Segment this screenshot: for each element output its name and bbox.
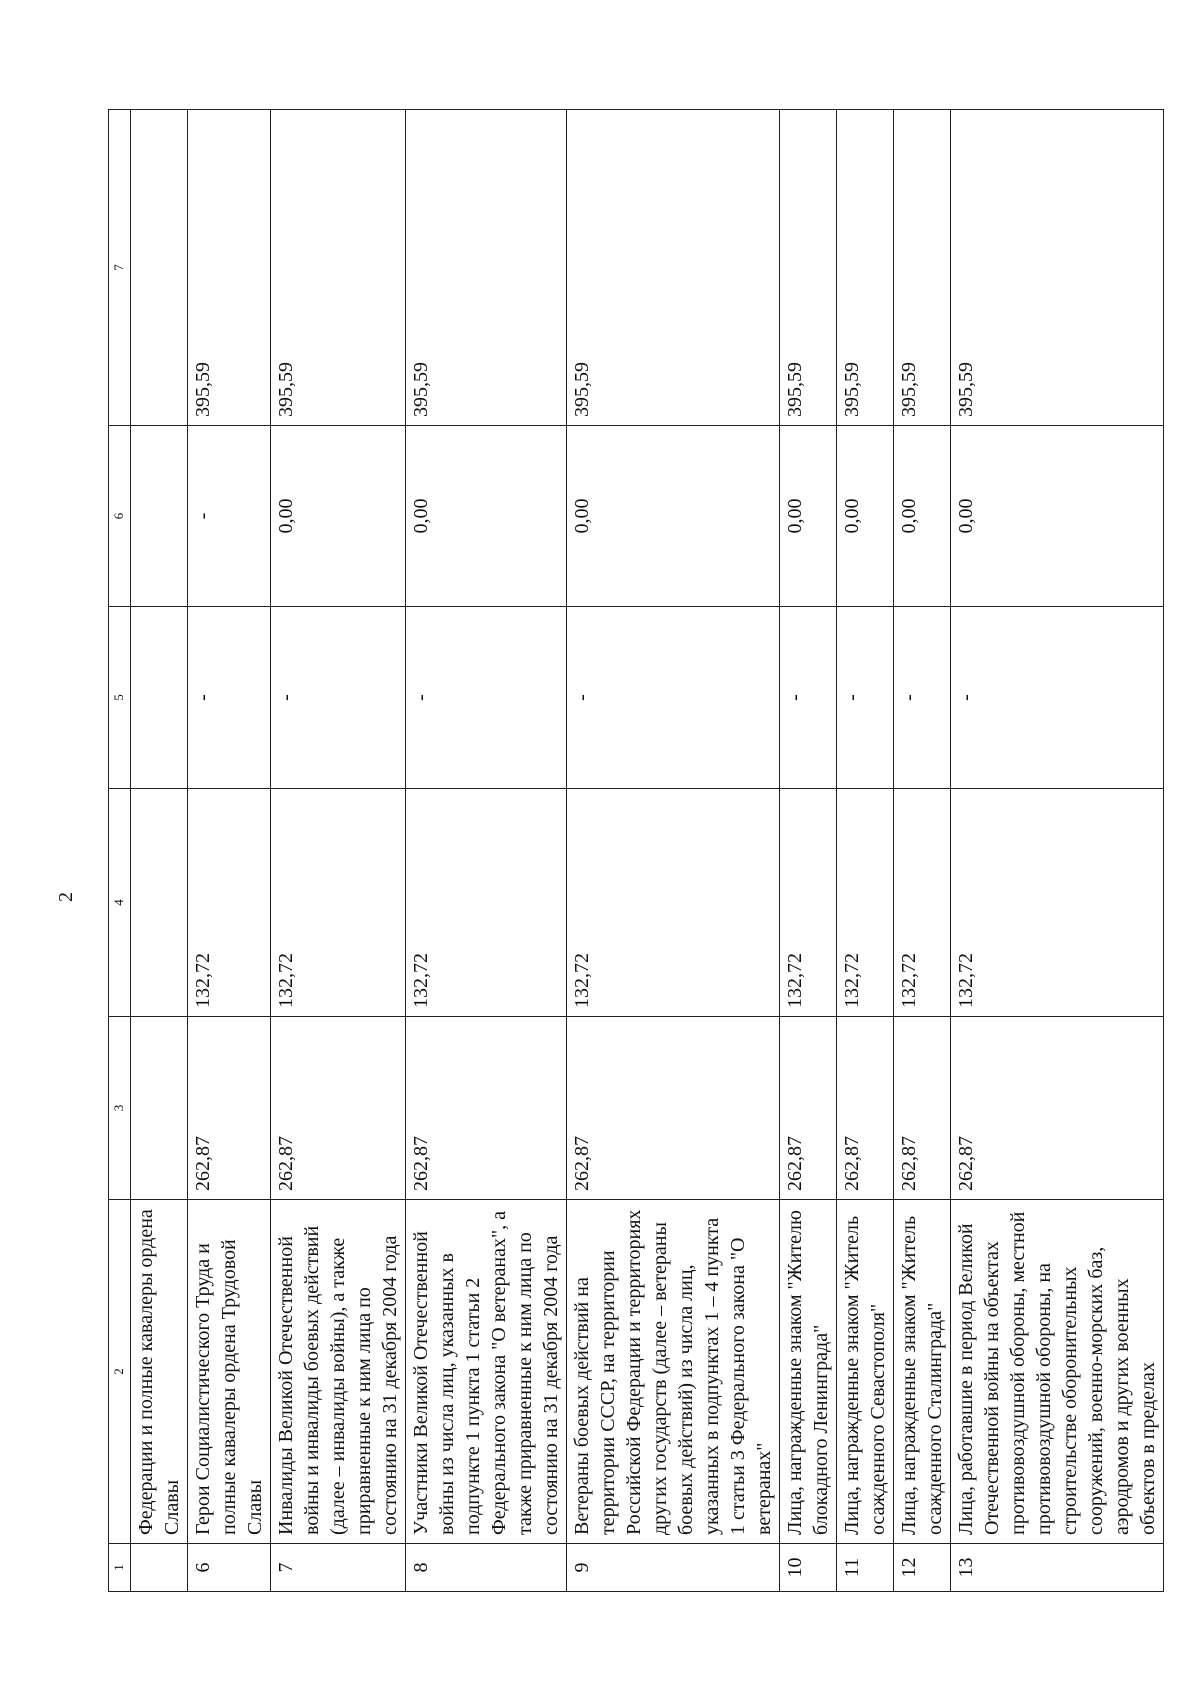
header-row: [109, 110, 131, 1592]
table-cell: 395,59: [188, 110, 271, 426]
row-number: 13: [951, 1544, 1164, 1592]
row-number: 7: [271, 1544, 406, 1592]
table-cell: 132,72: [271, 789, 406, 1017]
row-number: 8: [406, 1544, 567, 1592]
table-cell: 0,00: [271, 426, 406, 607]
table-cell: -: [837, 607, 894, 789]
row-description: Федерации и полные кавалеры ордена Славы: [131, 1200, 188, 1544]
table-cell: 395,59: [406, 110, 567, 426]
table-row: [406, 110, 567, 1592]
table-cell: -: [271, 607, 406, 789]
table-cell: 395,59: [780, 110, 837, 426]
table-cell: 132,72: [567, 789, 780, 1017]
row-description: Ветераны боевых действий на территории СССР, на территории Российской Федерации и территориях других государств (далее – ветераны боевых действий) из числа лиц, указанных в подпунктах 1 – 4 пункта 1 статьи 3 Федерального закона "О ветеранах": [567, 1200, 780, 1544]
row-number: 6: [188, 1544, 271, 1592]
table-cell: 395,59: [951, 110, 1164, 426]
table-cell: 0,00: [894, 426, 951, 607]
table-row: [188, 110, 271, 1592]
row-number: [131, 1544, 188, 1592]
table-cell: 262,87: [567, 1017, 780, 1200]
table-cell: 0,00: [951, 426, 1164, 607]
table-row: [567, 110, 780, 1592]
table-cell: [131, 607, 188, 789]
table-row: [271, 110, 406, 1592]
table-row: [837, 110, 894, 1592]
table-cell: [131, 110, 188, 426]
row-description: Лица, награжденные знаком "Жителю блокадного Ленинграда": [780, 1200, 837, 1544]
table-cell: 262,87: [780, 1017, 837, 1200]
row-number: 10: [780, 1544, 837, 1592]
row-description: Инвалиды Великой Отечественной войны и инвалиды боевых действий (далее – инвалиды войны), а также приравненные к ним лица по состоянию на 31 декабря 2004 года: [271, 1200, 406, 1544]
table-cell: 132,72: [894, 789, 951, 1017]
row-number: 11: [837, 1544, 894, 1592]
table-cell: 132,72: [188, 789, 271, 1017]
table-cell: 132,72: [780, 789, 837, 1017]
header-cell: 7: [109, 110, 131, 426]
table-cell: -: [780, 607, 837, 789]
table-cell: -: [951, 607, 1164, 789]
table-cell: 262,87: [406, 1017, 567, 1200]
row-number: 12: [894, 1544, 951, 1592]
table-cell: -: [406, 607, 567, 789]
table-cell: 0,00: [567, 426, 780, 607]
table-cell: 132,72: [837, 789, 894, 1017]
benefits-table: [108, 109, 1164, 1592]
header-cell: 5: [109, 607, 131, 789]
row-description: Лица, награжденные знаком "Житель осажденного Сталинграда": [894, 1200, 951, 1544]
table-cell: 262,87: [837, 1017, 894, 1200]
table-row: [951, 110, 1164, 1592]
table-cell: 132,72: [406, 789, 567, 1017]
row-number: 9: [567, 1544, 780, 1592]
table-cell: 262,87: [188, 1017, 271, 1200]
table-cell: 0,00: [780, 426, 837, 607]
table-cell: -: [894, 607, 951, 789]
table-cell: 262,87: [951, 1017, 1164, 1200]
row-description: Участники Великой Отечественной войны из числа лиц, указанных в подпункте 1 пункта 1 статьи 2 Федерального закона "О ветеранах", а также приравненные к ним лица по состоянию на 31 декабря 2004 года: [406, 1200, 567, 1544]
row-description: Герои Социалистического Труда и полные кавалеры ордена Трудовой Славы: [188, 1200, 271, 1544]
table-row: [780, 110, 837, 1592]
header-cell: 2: [109, 1200, 131, 1544]
table-cell: [131, 789, 188, 1017]
table-cell: -: [567, 607, 780, 789]
table-cell: 262,87: [271, 1017, 406, 1200]
table-cell: 395,59: [271, 110, 406, 426]
table-cell: 395,59: [894, 110, 951, 426]
table-row: [131, 110, 188, 1592]
table-cell: -: [188, 607, 271, 789]
table-cell: 395,59: [567, 110, 780, 426]
header-cell: 1: [109, 1544, 131, 1592]
header-cell: 4: [109, 789, 131, 1017]
row-description: Лица, награжденные знаком "Житель осажденного Севастополя": [837, 1200, 894, 1544]
table-cell: [131, 1017, 188, 1200]
table-cell: 395,59: [837, 110, 894, 426]
header-cell: 6: [109, 426, 131, 607]
rotated-page-content: [108, 110, 1159, 1592]
table-cell: 132,72: [951, 789, 1164, 1017]
row-description: Лица, работавшие в период Великой Отечественной войны на объектах противовоздушной обороны, местной противовоздушной обороны, на строительстве оборонительных сооружений, военно-морских баз, аэродромов и других военных объектов в пределах: [951, 1200, 1164, 1544]
table-cell: 0,00: [837, 426, 894, 607]
table-cell: 262,87: [894, 1017, 951, 1200]
table-cell: [131, 426, 188, 607]
table-cell: -: [188, 426, 271, 607]
header-cell: 3: [109, 1017, 131, 1200]
table-cell: 0,00: [406, 426, 567, 607]
page-number: 2: [54, 892, 77, 902]
table-row: [894, 110, 951, 1592]
